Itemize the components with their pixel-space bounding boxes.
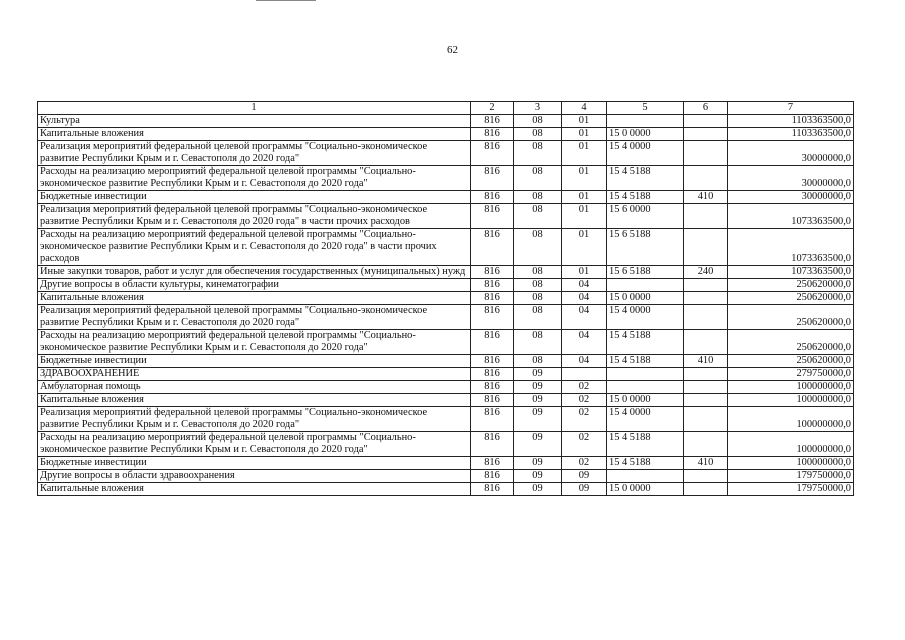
row-code-cell: 816 (471, 483, 514, 496)
table-row (38, 355, 854, 368)
row-expense-cell (684, 407, 728, 432)
row-target-cell: 15 0 0000 (607, 483, 684, 496)
row-name-cell: Другие вопросы в области здравоохранения (38, 470, 471, 483)
row-name-cell: Амбулаторная помощь (38, 381, 471, 394)
row-subsection-cell: 01 (562, 166, 607, 191)
row-target-cell: 15 4 5188 (607, 191, 684, 204)
row-name-cell: Реализация мероприятий федеральной целевой программы "Социально-экономическое развитие Республики Крым и г. Севастополя до 2020 года" (38, 407, 471, 432)
row-section-cell: 09 (514, 483, 562, 496)
row-expense-cell (684, 394, 728, 407)
table-row (38, 279, 854, 292)
budget-table (37, 101, 854, 496)
header-col-5: 5 (607, 102, 684, 115)
table-row (38, 204, 854, 229)
row-expense-cell: 410 (684, 355, 728, 368)
row-expense-cell (684, 128, 728, 141)
row-code-cell: 816 (471, 279, 514, 292)
row-subsection-cell: 01 (562, 141, 607, 166)
header-col-6: 6 (684, 102, 728, 115)
row-amount-cell: 250620000,0 (728, 279, 854, 292)
row-subsection-cell: 01 (562, 229, 607, 266)
row-amount-cell: 1103363500,0 (728, 115, 854, 128)
row-expense-cell (684, 229, 728, 266)
row-code-cell: 816 (471, 330, 514, 355)
row-section-cell: 08 (514, 279, 562, 292)
row-code-cell: 816 (471, 204, 514, 229)
row-code-cell: 816 (471, 470, 514, 483)
row-name-cell: Иные закупки товаров, работ и услуг для обеспечения государственных (муниципальных) нужд (38, 266, 471, 279)
row-subsection-cell: 09 (562, 483, 607, 496)
row-target-cell (607, 381, 684, 394)
row-expense-cell (684, 166, 728, 191)
table-header-row (38, 102, 854, 115)
row-code-cell: 816 (471, 407, 514, 432)
row-amount-cell: 100000000,0 (728, 394, 854, 407)
row-target-cell: 15 4 0000 (607, 407, 684, 432)
row-expense-cell (684, 381, 728, 394)
row-expense-cell (684, 141, 728, 166)
header-col-7: 7 (728, 102, 854, 115)
row-section-cell: 09 (514, 381, 562, 394)
row-target-cell: 15 6 5188 (607, 229, 684, 266)
row-name-cell: Бюджетные инвестиции (38, 457, 471, 470)
row-amount-cell: 279750000,0 (728, 368, 854, 381)
table-row (38, 483, 854, 496)
row-section-cell: 08 (514, 191, 562, 204)
row-section-cell: 08 (514, 229, 562, 266)
row-target-cell: 15 4 5188 (607, 355, 684, 368)
table-row (38, 305, 854, 330)
header-col-3: 3 (514, 102, 562, 115)
row-expense-cell: 410 (684, 191, 728, 204)
row-target-cell (607, 368, 684, 381)
row-section-cell: 08 (514, 115, 562, 128)
row-amount-cell: 179750000,0 (728, 483, 854, 496)
row-code-cell: 816 (471, 432, 514, 457)
row-expense-cell (684, 470, 728, 483)
row-code-cell: 816 (471, 457, 514, 470)
row-amount-cell: 100000000,0 (728, 432, 854, 457)
row-expense-cell (684, 279, 728, 292)
row-name-cell: Культура (38, 115, 471, 128)
row-name-cell: Капитальные вложения (38, 128, 471, 141)
header-col-2: 2 (471, 102, 514, 115)
row-amount-cell: 250620000,0 (728, 305, 854, 330)
row-subsection-cell: 04 (562, 355, 607, 368)
row-amount-cell: 100000000,0 (728, 407, 854, 432)
row-section-cell: 08 (514, 128, 562, 141)
row-section-cell: 08 (514, 166, 562, 191)
row-subsection-cell: 04 (562, 292, 607, 305)
row-subsection-cell: 02 (562, 457, 607, 470)
row-name-cell: Реализация мероприятий федеральной целевой программы "Социально-экономическое развитие Республики Крым и г. Севастополя до 2020 года" в части прочих расходов (38, 204, 471, 229)
table-row (38, 457, 854, 470)
row-code-cell: 816 (471, 229, 514, 266)
table-row (38, 115, 854, 128)
row-target-cell: 15 4 5188 (607, 432, 684, 457)
row-subsection-cell: 02 (562, 432, 607, 457)
table-row (38, 394, 854, 407)
row-section-cell: 09 (514, 368, 562, 381)
row-target-cell (607, 279, 684, 292)
page-number: 62 (447, 44, 458, 56)
row-subsection-cell (562, 368, 607, 381)
row-subsection-cell: 01 (562, 115, 607, 128)
row-target-cell: 15 6 5188 (607, 266, 684, 279)
row-target-cell (607, 115, 684, 128)
table-row (38, 470, 854, 483)
row-code-cell: 816 (471, 305, 514, 330)
row-code-cell: 816 (471, 355, 514, 368)
row-name-cell: Другие вопросы в области культуры, кинематографии (38, 279, 471, 292)
row-expense-cell (684, 432, 728, 457)
row-name-cell: Бюджетные инвестиции (38, 355, 471, 368)
row-section-cell: 08 (514, 305, 562, 330)
row-amount-cell: 30000000,0 (728, 191, 854, 204)
row-target-cell (607, 470, 684, 483)
row-name-cell: Капитальные вложения (38, 483, 471, 496)
row-amount-cell: 100000000,0 (728, 457, 854, 470)
row-target-cell: 15 4 5188 (607, 457, 684, 470)
row-code-cell: 816 (471, 191, 514, 204)
row-subsection-cell: 09 (562, 470, 607, 483)
row-amount-cell: 1073363500,0 (728, 266, 854, 279)
row-code-cell: 816 (471, 394, 514, 407)
row-name-cell: Расходы на реализацию мероприятий федеральной целевой программы "Социально-экономическое развитие Республики Крым и г. Севастополя до 2020 года" (38, 432, 471, 457)
row-subsection-cell: 01 (562, 204, 607, 229)
row-name-cell: Реализация мероприятий федеральной целевой программы "Социально-экономическое развитие Республики Крым и г. Севастополя до 2020 года" (38, 141, 471, 166)
row-section-cell: 09 (514, 432, 562, 457)
row-subsection-cell: 04 (562, 330, 607, 355)
table-row (38, 368, 854, 381)
row-section-cell: 09 (514, 394, 562, 407)
row-code-cell: 816 (471, 166, 514, 191)
row-code-cell: 816 (471, 141, 514, 166)
row-section-cell: 08 (514, 204, 562, 229)
row-target-cell: 15 0 0000 (607, 394, 684, 407)
row-amount-cell: 30000000,0 (728, 166, 854, 191)
row-target-cell: 15 0 0000 (607, 292, 684, 305)
row-subsection-cell: 02 (562, 407, 607, 432)
row-amount-cell: 250620000,0 (728, 330, 854, 355)
row-expense-cell: 410 (684, 457, 728, 470)
row-subsection-cell: 02 (562, 394, 607, 407)
row-amount-cell: 30000000,0 (728, 141, 854, 166)
table-row (38, 266, 854, 279)
table-row (38, 141, 854, 166)
table-row (38, 292, 854, 305)
row-expense-cell (684, 483, 728, 496)
row-expense-cell: 240 (684, 266, 728, 279)
header-col-4: 4 (562, 102, 607, 115)
row-expense-cell (684, 368, 728, 381)
row-target-cell: 15 4 0000 (607, 141, 684, 166)
table-row (38, 166, 854, 191)
row-subsection-cell: 02 (562, 381, 607, 394)
row-amount-cell: 1073363500,0 (728, 204, 854, 229)
row-code-cell: 816 (471, 381, 514, 394)
row-expense-cell (684, 204, 728, 229)
row-amount-cell: 179750000,0 (728, 470, 854, 483)
scan-artifact-line (256, 0, 316, 1)
row-amount-cell: 250620000,0 (728, 355, 854, 368)
table-row (38, 407, 854, 432)
table-row (38, 128, 854, 141)
row-code-cell: 816 (471, 115, 514, 128)
row-amount-cell: 1073363500,0 (728, 229, 854, 266)
row-name-cell: Расходы на реализацию мероприятий федеральной целевой программы "Социально-экономическое развитие Республики Крым и г. Севастополя до 2020 года" в части прочих расходов (38, 229, 471, 266)
row-section-cell: 08 (514, 141, 562, 166)
row-expense-cell (684, 292, 728, 305)
row-name-cell: Бюджетные инвестиции (38, 191, 471, 204)
row-target-cell: 15 4 0000 (607, 305, 684, 330)
row-section-cell: 09 (514, 470, 562, 483)
row-target-cell: 15 6 0000 (607, 204, 684, 229)
row-amount-cell: 100000000,0 (728, 381, 854, 394)
row-name-cell: Капитальные вложения (38, 292, 471, 305)
row-expense-cell (684, 305, 728, 330)
row-target-cell: 15 4 5188 (607, 166, 684, 191)
row-name-cell: ЗДРАВООХРАНЕНИЕ (38, 368, 471, 381)
row-name-cell: Расходы на реализацию мероприятий федеральной целевой программы "Социально-экономическое развитие Республики Крым и г. Севастополя до 2020 года" (38, 166, 471, 191)
table-row (38, 381, 854, 394)
row-code-cell: 816 (471, 368, 514, 381)
row-name-cell: Расходы на реализацию мероприятий федеральной целевой программы "Социально-экономическое развитие Республики Крым и г. Севастополя до 2020 года" (38, 330, 471, 355)
table-row (38, 229, 854, 266)
row-code-cell: 816 (471, 128, 514, 141)
row-target-cell: 15 4 5188 (607, 330, 684, 355)
row-subsection-cell: 01 (562, 128, 607, 141)
row-code-cell: 816 (471, 292, 514, 305)
row-name-cell: Капитальные вложения (38, 394, 471, 407)
row-section-cell: 08 (514, 292, 562, 305)
row-section-cell: 09 (514, 407, 562, 432)
table-row (38, 330, 854, 355)
row-name-cell: Реализация мероприятий федеральной целевой программы "Социально-экономическое развитие Республики Крым и г. Севастополя до 2020 года" (38, 305, 471, 330)
row-section-cell: 09 (514, 457, 562, 470)
row-section-cell: 08 (514, 330, 562, 355)
row-expense-cell (684, 115, 728, 128)
row-expense-cell (684, 330, 728, 355)
row-amount-cell: 1103363500,0 (728, 128, 854, 141)
row-subsection-cell: 04 (562, 279, 607, 292)
row-section-cell: 08 (514, 355, 562, 368)
row-section-cell: 08 (514, 266, 562, 279)
row-amount-cell: 250620000,0 (728, 292, 854, 305)
row-subsection-cell: 01 (562, 191, 607, 204)
row-target-cell: 15 0 0000 (607, 128, 684, 141)
row-code-cell: 816 (471, 266, 514, 279)
header-col-1: 1 (38, 102, 471, 115)
row-subsection-cell: 04 (562, 305, 607, 330)
row-subsection-cell: 01 (562, 266, 607, 279)
table-row (38, 191, 854, 204)
table-row (38, 432, 854, 457)
